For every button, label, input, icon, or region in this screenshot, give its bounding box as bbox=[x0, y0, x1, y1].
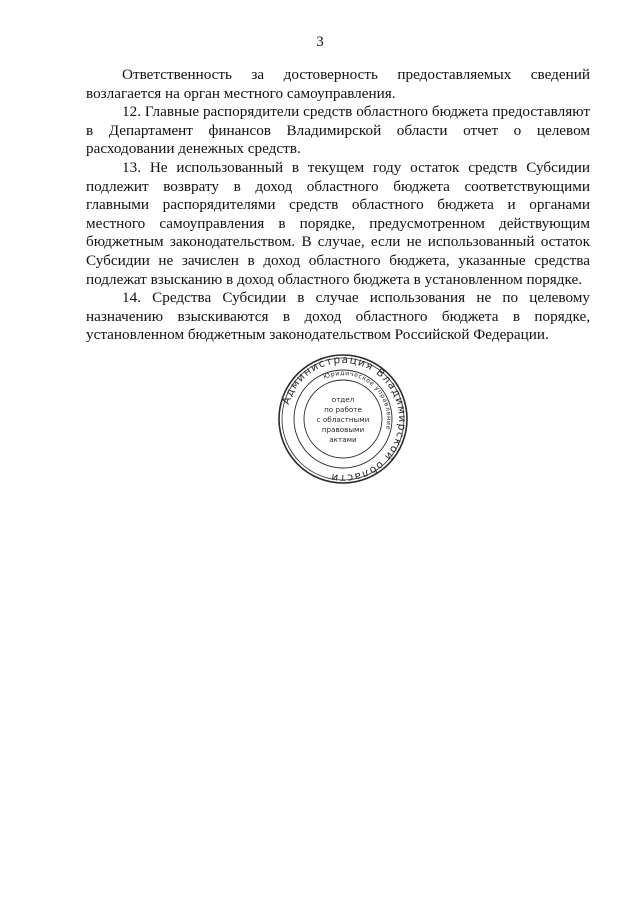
stamp-graphic bbox=[277, 353, 409, 485]
stamp-center-line-5: актами bbox=[329, 435, 357, 444]
document-body bbox=[86, 66, 590, 345]
paragraph-responsibility: Ответственность за достоверность предоставляемых сведений возлагается на орган местного самоуправления. bbox=[86, 66, 590, 102]
stamp-middle-text: Юридическое управление bbox=[322, 369, 393, 431]
stamp-center-line-1: отдел bbox=[331, 395, 355, 404]
paragraph-13: 13. Не использованный в текущем году остаток средств Субсидии подлежит возврату в доход областного бюджета соответствующими главными распорядителями средств областного бюджета и органами местного самоуправления в порядке, предусмотренном действующим бюджетным законодательством. В случае, если не использованный остаток Субсидии не зачислен в доход областного бюджета, указанные средства подлежат взысканию в доход областного бюджета в установленном порядке. bbox=[86, 158, 590, 288]
paragraph-14: 14. Средства Субсидии в случае использования не по целевому назначению взыскиваются в доход областного бюджета в порядке, установленном бюджетным законодательством Российской Федерации. bbox=[86, 289, 590, 344]
stamp-outer-text: Администрация Владимирской области bbox=[280, 353, 409, 485]
stamp-center-line-2: по работе bbox=[324, 405, 362, 414]
stamp-center-line-3: с областными bbox=[316, 415, 370, 424]
paragraph-12: 12. Главные распорядители средств областного бюджета предоставляют в Департамент финансов Владимирской области отчет о целевом расходовании денежных средств. bbox=[86, 103, 590, 158]
official-stamp bbox=[277, 353, 409, 485]
page-number: 3 bbox=[316, 34, 324, 50]
stamp-center-line-4: правовыми bbox=[321, 425, 365, 434]
